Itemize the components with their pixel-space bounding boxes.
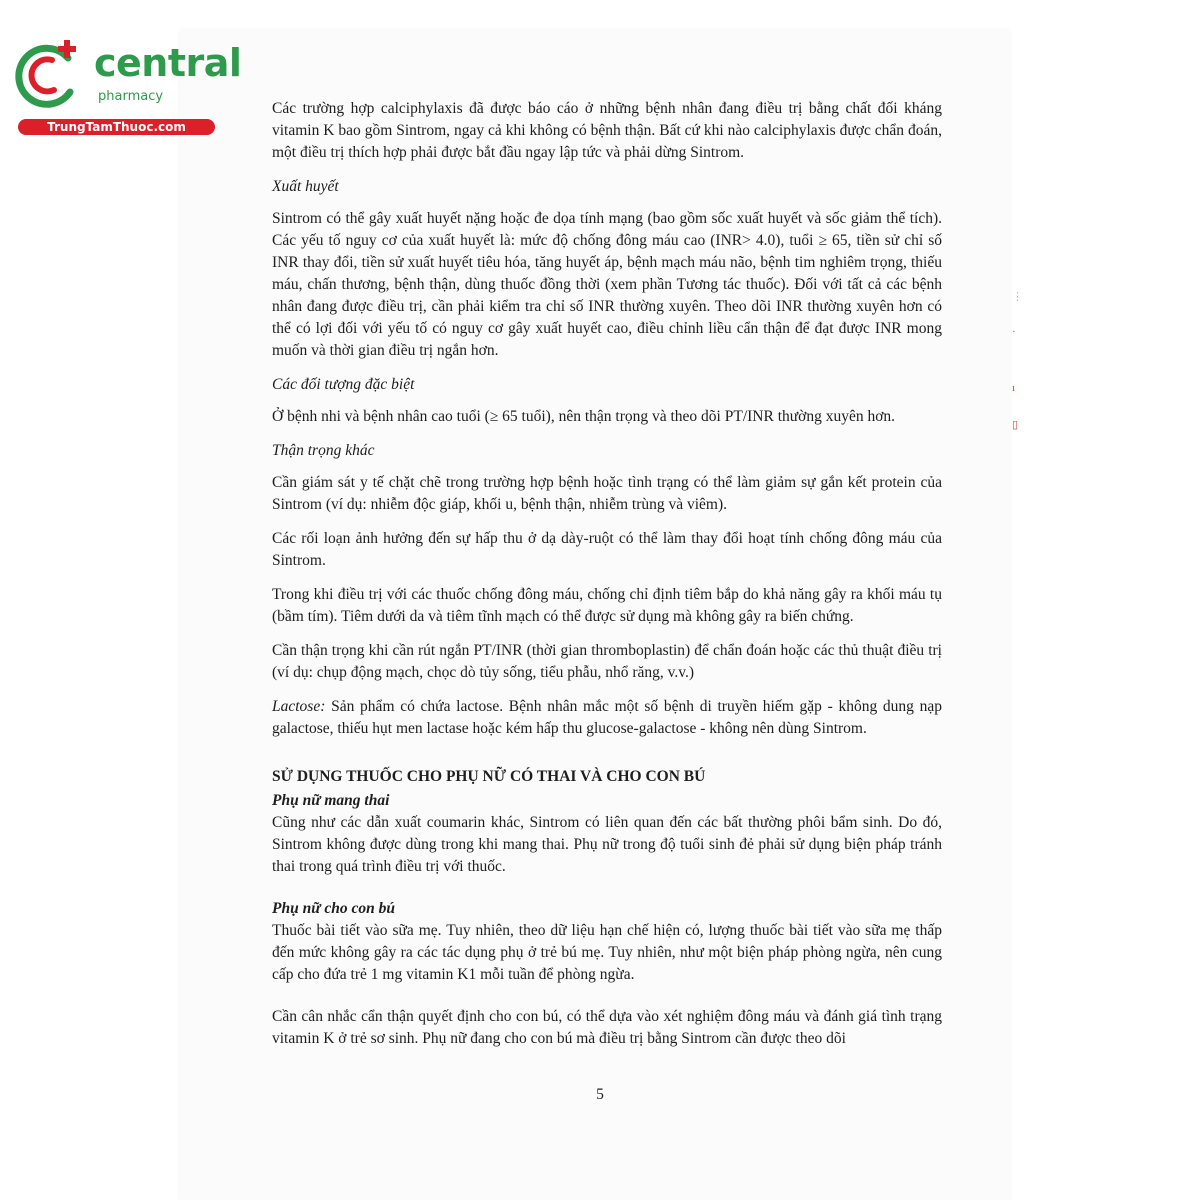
heading-than-trong-khac: Thận trọng khác [272, 442, 375, 459]
margin-mark: · [1012, 326, 1016, 338]
brand-url-badge[interactable]: TrungTamThuoc.com [18, 119, 215, 135]
heading-mang-thai: Phụ nữ mang thai [272, 792, 390, 809]
paragraph-xuat-huyet: Sintrom có thể gây xuất huyết nặng hoặc đe dọa tính mạng (bao gồm sốc xuất huyết và sốc giảm thể tích). Các yếu tố nguy cơ của xuất huyết là: mức độ chống đông máu cao (INR> 4.0), tuổi ≥ 65, tiền sử chỉ số INR thay đổi, tiền sử xuất huyết tiêu hóa, tăng huyết áp, bệnh mạch máu não, bệnh tim nghiêm trọng, thiếu máu, chấn thương, bệnh thận, dùng thuốc đồng thời (xem phần Tương tác thuốc). Đối với tất cả các bệnh nhân đang được điều trị, cần phải kiểm tra chỉ số INR thường xuyên. Theo dõi INR thường xuyên hơn có thể có lợi đối với yếu tố có nguy cơ gây xuất huyết cao, điều chỉnh liều cẩn thận để đạt được INR mong muốn và thời gian điều trị ngắn hơn. [272, 210, 942, 359]
paragraph-doi-tuong-dac-biet: Ở bệnh nhi và bệnh nhân cao tuổi (≥ 65 tuổi), nên thận trọng và theo dõi PT/INR thường xuyên hơn. [272, 408, 896, 425]
margin-scan-marks [1010, 290, 1026, 450]
paragraph-giam-sat: Cần giám sát y tế chặt chẽ trong trường hợp bệnh hoặc tình trạng có thể làm giảm sự gắn kết protein của Sintrom (ví dụ: nhiễm độc giáp, khối u, bệnh thận, nhiễm trùng và viêm). [272, 474, 942, 513]
margin-mark: ⋮ [1012, 291, 1023, 303]
brand-subtitle: pharmacy [98, 89, 164, 104]
paragraph-roi-loan: Các rối loạn ảnh hưởng đến sự hấp thu ở dạ dày-ruột có thể làm thay đổi hoạt tính chống đông máu của Sintrom. [272, 530, 942, 569]
page-number: 5 [596, 1086, 604, 1103]
lactose-text: Sản phẩm có chứa lactose. Bệnh nhân mắc một số bệnh di truyền hiếm gặp - không dung nạp galactose, thiếu hụt men lactase hoặc kém hấp thu glucose-galactose - không nên dùng Sintrom. [272, 698, 942, 737]
brand-name: central [94, 41, 242, 85]
document-body [272, 98, 942, 1062]
lactose-label: Lactose: [272, 698, 326, 715]
pharmacy-cross-logo-icon [10, 36, 94, 116]
paragraph-con-bu: Thuốc bài tiết vào sữa mẹ. Tuy nhiên, theo dữ liệu hạn chế hiện có, lượng thuốc bài tiết vào sữa mẹ thấp đến mức không gây ra các tác dụng phụ ở trẻ bú mẹ. Tuy nhiên, như một biện pháp phòng ngừa, nên cung cấp cho đứa trẻ 1 mg vitamin K1 mỗi tuần để phòng ngừa. [272, 922, 942, 983]
heading-con-bu: Phụ nữ cho con bú [272, 900, 395, 917]
margin-mark: ı [1012, 382, 1016, 394]
heading-doi-tuong-dac-biet: Các đối tượng đặc biệt [272, 376, 415, 393]
brand-logo[interactable] [10, 36, 242, 136]
paragraph-calciphylaxis: Các trường hợp calciphylaxis đã được báo cáo ở những bệnh nhân đang điều trị bằng chất đối kháng vitamin K bao gồm Sintrom, ngay cả khi không có bệnh thận. Bất cứ khi nào calciphylaxis được chẩn đoán, một điều trị thích hợp phải được bắt đầu ngay lập tức và phải dừng Sintrom. [272, 100, 942, 161]
paragraph-pt-inr: Cần thận trọng khi cần rút ngắn PT/INR (thời gian thromboplastin) để chẩn đoán hoặc các thủ thuật điều trị (ví dụ: chụp động mạch, chọc dò tủy sống, tiểu phẫu, nhổ răng, v.v.) [272, 642, 942, 681]
paragraph-tiem-bap: Trong khi điều trị với các thuốc chống đông máu, chống chỉ định tiêm bắp do khả năng gây ra khối máu tụ (bầm tím). Tiêm dưới da và tiêm tĩnh mạch có thể được sử dụng mà không gây ra biến chứng. [272, 586, 942, 625]
paragraph-mang-thai: Cũng như các dẫn xuất coumarin khác, Sintrom có liên quan đến các bất thường phôi bẩm sinh. Do đó, Sintrom không được dùng trong khi mang thai. Phụ nữ trong độ tuổi sinh đẻ phải sử dụng biện pháp tránh thai trong quá trình điều trị với thuốc. [272, 814, 942, 875]
heading-xuat-huyet: Xuất huyết [272, 178, 339, 195]
paragraph-can-nhac: Cần cân nhắc cẩn thận quyết định cho con bú, có thể dựa vào xét nghiệm đông máu và đánh giá tình trạng vitamin K ở trẻ sơ sinh. Phụ nữ đang cho con bú mà điều trị bằng Sintrom cần được theo dõi [272, 1008, 942, 1047]
margin-mark: ▯ [1012, 419, 1019, 431]
paragraph-lactose [272, 696, 942, 740]
section-title: SỬ DỤNG THUỐC CHO PHỤ NỮ CÓ THAI VÀ CHO CON BÚ [272, 768, 706, 785]
